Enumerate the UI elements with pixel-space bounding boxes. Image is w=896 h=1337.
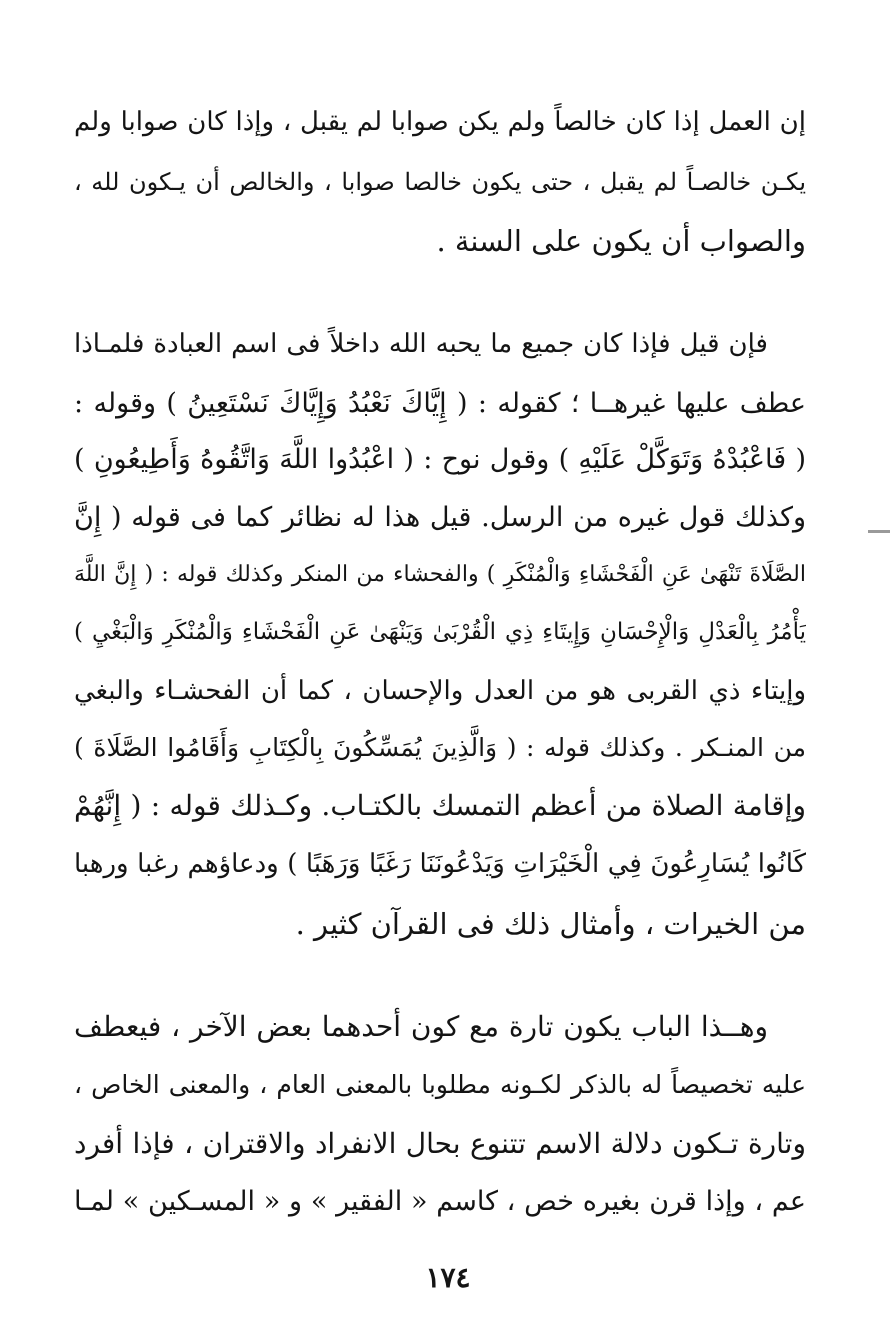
quran-verse-line: الصَّلَاةَ تَنْهَىٰ عَنِ الْفَحْشَاءِ وَالْمُنْكَرِ ) والفحشاء من المنكر وكذلك قوله : ( إِنَّ اللَّهَ — [74, 562, 806, 587]
text-line: عليه تخصيصاً له بالذكر لكـونه مطلوبا بالمعنى العام ، والمعنى الخاص ، — [74, 1070, 806, 1099]
text-line: فإن قيل فإذا كان جميع ما يحبه الله داخلاً فى اسم العبادة فلمـاذا — [74, 329, 768, 359]
text-line: وهــذا الباب يكون تارة مع كون أحدهما بعض الآخر ، فيعطف — [74, 1010, 768, 1043]
text-line: والصواب أن يكون على السنة . — [436, 224, 806, 258]
text-line: من الخيرات ، وأمثال ذلك فى القرآن كثير . — [295, 907, 806, 941]
text-line: وتارة تـكون دلالة الاسم تتنوع بحال الانفراد والاقتران ، فإذا أفرد — [74, 1127, 806, 1160]
quran-verse-line: من المنـكر . وكذلك قوله : ( وَالَّذِينَ يُمَسِّكُونَ بِالْكِتَابِ وَأَقَامُوا الصَّلَاةَ ) — [74, 733, 806, 762]
text-line: يكـن خالصـاً لم يقبل ، حتى يكون خالصا صوابا ، والخالص أن يـكون لله ، — [74, 168, 806, 196]
text-line: وإقامة الصلاة من أعظم التمسك بالكتـاب. وكـذلك قوله : ( إِنَّهُمْ — [74, 789, 806, 822]
page-number: ١٧٤ — [425, 1261, 471, 1294]
quran-verse-line: يَأْمُرُ بِالْعَدْلِ وَالْإِحْسَانِ وَإِيتَاءِ ذِي الْقُرْبَىٰ وَيَنْهَىٰ عَنِ الْفَحْشَاءِ وَالْمُنْكَرِ وَالْبَغْيِ ) — [74, 619, 806, 645]
quran-verse-line: كَانُوا يُسَارِعُونَ فِي الْخَيْرَاتِ وَيَدْعُونَنَا رَغَبًا وَرَهَبًا ) ودعاؤهم رغبا ورهبا — [74, 849, 806, 879]
text-line: إن العمل إذا كان خالصاً ولم يكن صوابا لم يقبل ، وإذا كان صوابا ولم — [74, 107, 806, 137]
quran-verse-line: ( فَاعْبُدْهُ وَتَوَكَّلْ عَلَيْهِ ) وقول نوح : ( اعْبُدُوا اللَّهَ وَاتَّقُوهُ وَأَطِيعُونِ ) — [74, 444, 806, 475]
text-line: وكذلك قول غيره من الرسل. قيل هذا له نظائر كما فى قوله ( إِنَّ — [74, 502, 806, 533]
text-line: عم ، وإذا قرن بغيره خص ، كاسم « الفقير » و « المسـكين » لمـا — [74, 1186, 806, 1217]
text-line: وإيتاء ذي القربى هو من العدل والإحسان ، كما أن الفحشـاء والبغي — [74, 676, 806, 706]
text-line: عطف عليها غيرهــا ؛ كقوله : ( إِيَّاكَ نَعْبُدُ وَإِيَّاكَ نَسْتَعِينُ ) وقوله : — [74, 388, 806, 419]
scan-edge-mark — [868, 530, 890, 533]
